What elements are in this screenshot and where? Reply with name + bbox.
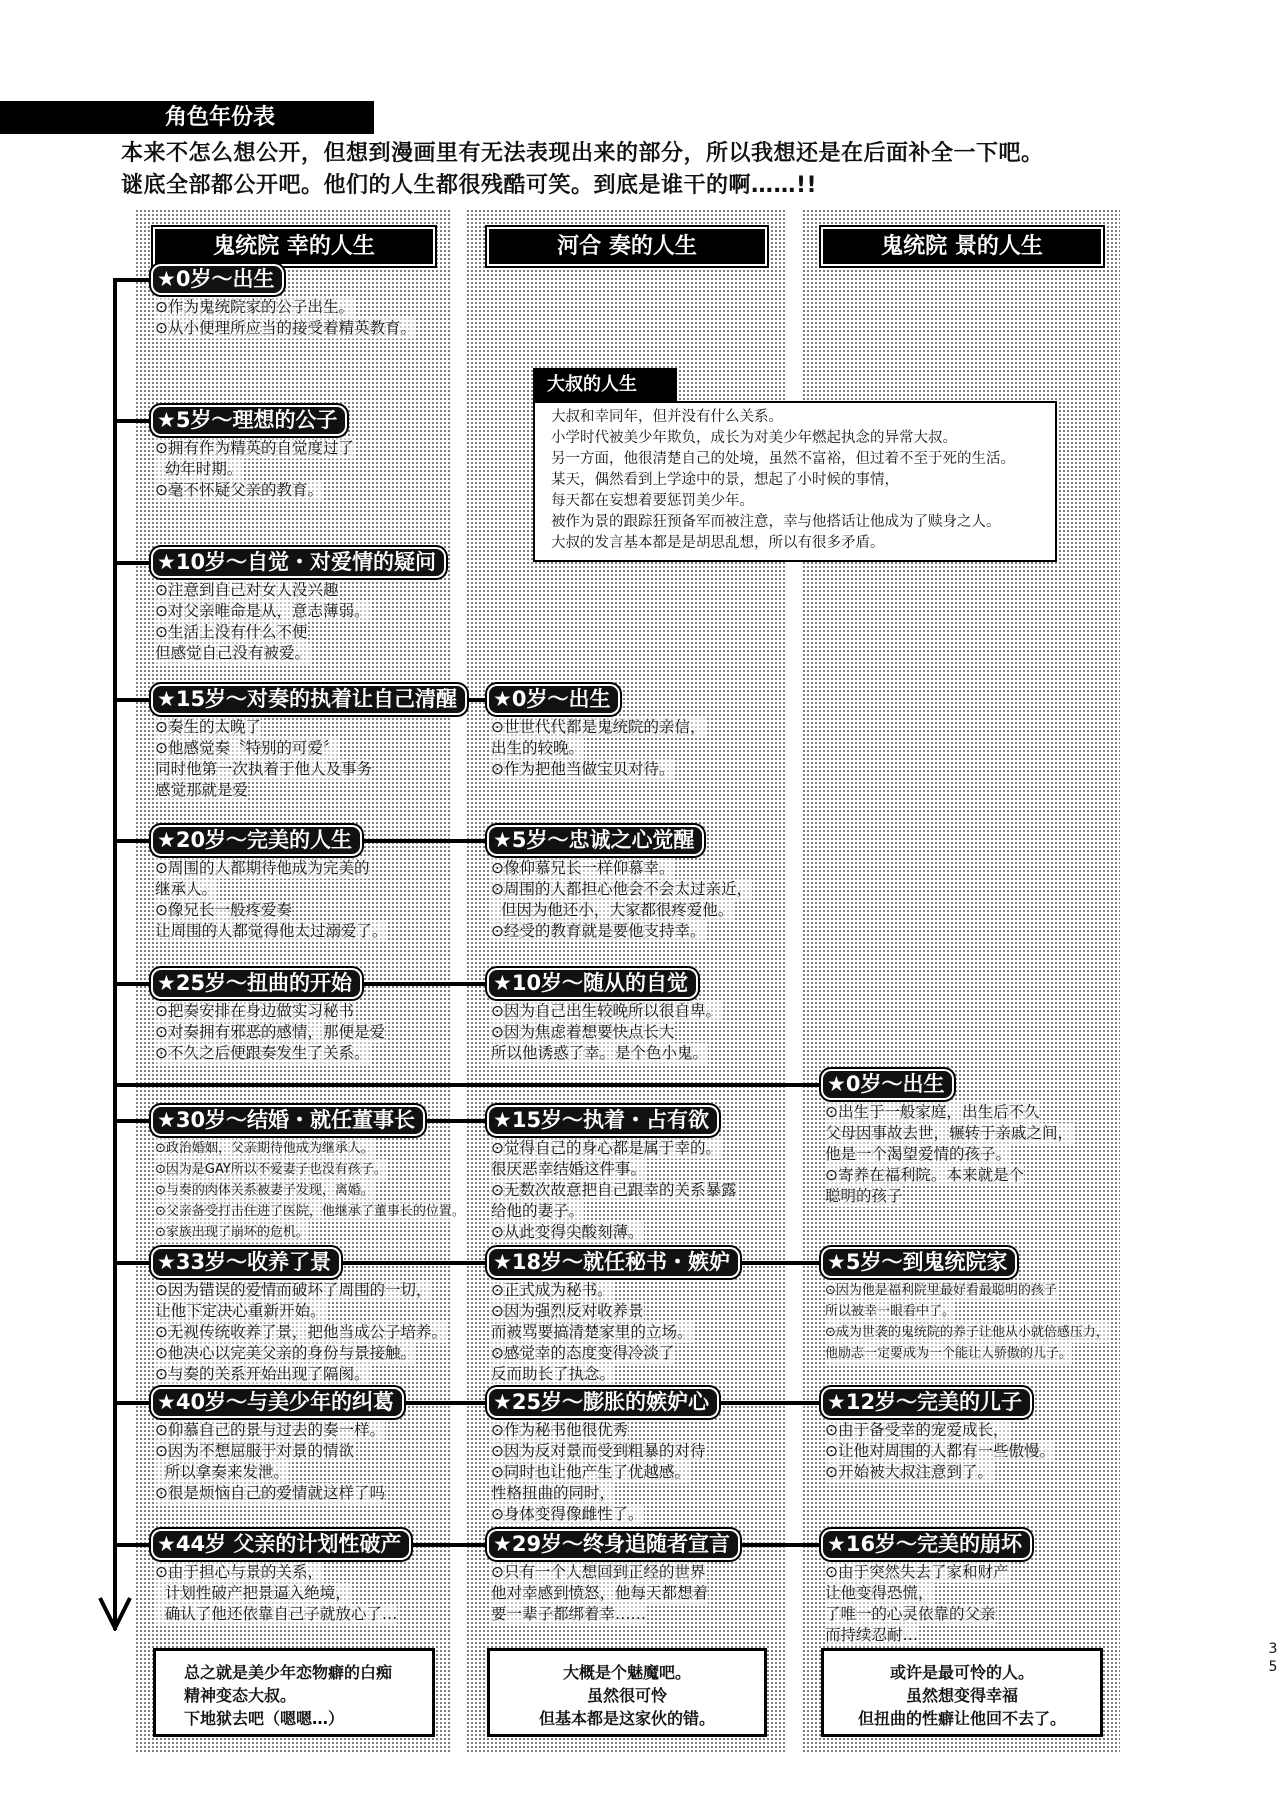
event-line: ⊙身体变得像雌性了。 bbox=[491, 1505, 644, 1523]
event-heading: ★25岁〜膨胀的嫉妒心 bbox=[489, 1389, 717, 1416]
event-line: ⊙因为自己出生较晚所以很自卑。 bbox=[491, 1002, 721, 1020]
event-line: 而被骂要搞清楚家里的立场。 bbox=[491, 1323, 693, 1341]
event-line: ⊙让他对周围的人都有一些傲慢。 bbox=[825, 1442, 1055, 1460]
event-line: ⊙由于突然失去了家和财产 bbox=[825, 1563, 1009, 1581]
event-line: ⊙很是烦恼自己的爱情就这样了吗 bbox=[155, 1484, 385, 1502]
summary-line: 虽然想变得幸福 bbox=[905, 1686, 1018, 1705]
ojisan-line: 大叔和幸同年，但并没有什么关系。 bbox=[551, 409, 783, 425]
timeline-line bbox=[113, 278, 117, 1630]
event-line: 所以被幸一眼看中了。 bbox=[825, 1301, 955, 1322]
summary-box-kou bbox=[153, 1648, 435, 1737]
summary-box-kanade bbox=[487, 1648, 767, 1737]
column-header-kou: 鬼统院 幸的人生 bbox=[153, 227, 435, 266]
event-line: 了唯一的心灵依靠的父亲 bbox=[825, 1605, 996, 1623]
event-line: ⊙家族出现了崩坏的危机。 bbox=[155, 1222, 309, 1243]
event-heading: ★33岁〜收养了景 bbox=[153, 1249, 339, 1276]
event-line: 继承人。 bbox=[155, 880, 218, 898]
event-heading: ★0岁〜出生 bbox=[153, 266, 282, 293]
event-line: ⊙觉得自己的身心都是属于幸的。 bbox=[491, 1139, 721, 1157]
event-details bbox=[155, 858, 388, 942]
event-line: ⊙作为鬼统院家的公子出生。 bbox=[155, 298, 354, 316]
event-details bbox=[155, 1280, 447, 1385]
event-heading: ★20岁〜完美的人生 bbox=[153, 827, 360, 854]
column-header-kei: 鬼统院 景的人生 bbox=[821, 227, 1103, 266]
summary-line: 总之就是美少年恋物癖的白痴 bbox=[184, 1663, 393, 1682]
event-line: 让周围的人都觉得他太过溺爱了。 bbox=[155, 922, 388, 940]
event-details bbox=[155, 297, 416, 339]
event-line: ⊙因为是GAY所以不爱妻子也没有孩子。 bbox=[155, 1159, 387, 1180]
event-heading: ★18岁〜就任秘书・嫉妒 bbox=[489, 1249, 738, 1276]
event-details bbox=[491, 858, 752, 942]
event-details bbox=[491, 1420, 706, 1525]
event-line: ⊙只有一个人想回到正经的世界 bbox=[491, 1563, 706, 1581]
summary-line: 下地狱去吧（嗯嗯…） bbox=[184, 1709, 345, 1728]
event-line: ⊙无视传统收养了景，把他当成公子培养。 bbox=[155, 1323, 447, 1341]
event-line: ⊙开始被大叔注意到了。 bbox=[825, 1463, 993, 1481]
event-details bbox=[155, 438, 354, 501]
event-details bbox=[825, 1420, 1055, 1483]
event-line: ⊙从此变得尖酸刻薄。 bbox=[491, 1223, 644, 1241]
summary-line: 但基本都是这家伙的错。 bbox=[538, 1709, 715, 1728]
event-line: 出生的较晚。 bbox=[491, 739, 585, 757]
event-heading: ★40岁〜与美少年的纠葛 bbox=[153, 1389, 402, 1416]
event-line: ⊙因为错误的爱情而破坏了周围的一切， bbox=[155, 1281, 432, 1299]
event-heading: ★44岁 父亲的计划性破产 bbox=[153, 1531, 409, 1558]
ojisan-box bbox=[533, 401, 1057, 562]
event-line: ⊙他感觉奏〝特别的可爱〞 bbox=[155, 739, 339, 757]
event-line: ⊙像兄长一般疼爱奏 bbox=[155, 901, 292, 919]
event-line: ⊙由于担心与景的关系， bbox=[155, 1563, 323, 1581]
event-line: ⊙对父亲唯命是从，意志薄弱。 bbox=[155, 602, 370, 620]
event-details bbox=[825, 1562, 1009, 1646]
event-line: ⊙因为反对景而受到粗暴的对待 bbox=[491, 1442, 706, 1460]
event-line: 性格扭曲的同时， bbox=[491, 1484, 616, 1502]
event-line: ⊙周围的人都担心他会不会太过亲近， bbox=[491, 880, 752, 898]
ojisan-line: 某天，偶然看到上学途中的景，想起了小时候的事情， bbox=[551, 472, 899, 488]
connector-line bbox=[115, 1083, 843, 1087]
page-number-digit: 5 bbox=[1268, 1659, 1278, 1675]
event-line: ⊙同时也让他产生了优越感。 bbox=[491, 1463, 690, 1481]
event-details bbox=[155, 580, 370, 664]
event-details bbox=[491, 1138, 737, 1243]
event-line: ⊙父亲备受打击住进了医院，他继承了董事长的位置。 bbox=[155, 1201, 465, 1222]
event-line: 同时他第一次执着于他人及事务 bbox=[155, 760, 373, 778]
event-line: 确认了他还依靠自己子就放心了… bbox=[155, 1605, 398, 1623]
event-details bbox=[491, 1280, 693, 1385]
event-details bbox=[825, 1102, 1073, 1207]
summary-line: 虽然很可怜 bbox=[586, 1686, 667, 1705]
event-details bbox=[155, 1420, 385, 1504]
event-line: 要一辈子都绑着幸…… bbox=[491, 1605, 647, 1623]
event-line: ⊙对奏拥有邪恶的感情，那便是爱 bbox=[155, 1023, 385, 1041]
event-heading: ★29岁〜终身追随者宣言 bbox=[489, 1531, 738, 1558]
event-line: 幼年时期。 bbox=[155, 460, 243, 478]
column-header-kanade: 河合 奏的人生 bbox=[487, 227, 767, 266]
event-line: 给他的妻子。 bbox=[491, 1202, 585, 1220]
event-line: ⊙与奏的关系开始出现了隔阂。 bbox=[155, 1365, 370, 1383]
event-details bbox=[491, 717, 706, 780]
event-line: ⊙像仰慕兄长一样仰慕幸。 bbox=[491, 859, 675, 877]
summary-line: 但扭曲的性癖让他回不去了。 bbox=[857, 1709, 1066, 1728]
event-line: ⊙注意到自己对女人没兴趣 bbox=[155, 581, 339, 599]
ojisan-line: 小学时代被美少年欺负，成长为对美少年燃起执念的异常大叔。 bbox=[551, 430, 957, 446]
timeline-arrow-icon bbox=[97, 1595, 133, 1631]
event-line: ⊙仰慕自己的景与过去的奏一样。 bbox=[155, 1421, 385, 1439]
event-line: ⊙因为强烈反对收养景 bbox=[491, 1302, 644, 1320]
event-line: 他是一个渴望爱情的孩子。 bbox=[825, 1145, 1012, 1163]
event-line: 让他下定决心重新开始。 bbox=[155, 1302, 326, 1320]
event-line: 聪明的孩子 bbox=[825, 1187, 903, 1205]
event-line: ⊙作为秘书他很优秀 bbox=[491, 1421, 628, 1439]
event-line: ⊙寄养在福利院。本来就是个 bbox=[825, 1166, 1024, 1184]
event-line: 计划性破产把景逼入绝境， bbox=[155, 1584, 351, 1602]
event-details bbox=[491, 1562, 708, 1625]
page-number-digit: 3 bbox=[1268, 1641, 1278, 1657]
event-line: ⊙不久之后便跟奏发生了关系。 bbox=[155, 1044, 370, 1062]
event-line: ⊙由于备受幸的宠爱成长， bbox=[825, 1421, 1009, 1439]
event-heading: ★10岁〜自觉・对爱情的疑问 bbox=[153, 549, 444, 576]
summary-line: 或许是最可怜的人。 bbox=[889, 1663, 1034, 1682]
event-details bbox=[825, 1280, 1109, 1364]
summary-line: 大概是个魅魔吧。 bbox=[562, 1663, 691, 1682]
event-line: ⊙感觉幸的态度变得冷淡了 bbox=[491, 1344, 675, 1362]
event-heading: ★12岁〜完美的儿子 bbox=[823, 1389, 1030, 1416]
event-line: ⊙世世代代都是鬼统院的亲信， bbox=[491, 718, 706, 736]
ojisan-label: 大叔的人生 bbox=[533, 368, 677, 401]
event-heading: ★0岁〜出生 bbox=[823, 1071, 952, 1098]
event-heading: ★25岁〜扭曲的开始 bbox=[153, 970, 360, 997]
ojisan-line: 另一方面，他很清楚自己的处境，虽然不富裕，但过着不至于死的生活。 bbox=[551, 451, 1015, 467]
event-line: ⊙毫不怀疑父亲的教育。 bbox=[155, 481, 323, 499]
event-line: ⊙成为世袭的鬼统院的养子让他从小就倍感压力， bbox=[825, 1322, 1109, 1343]
event-heading: ★30岁〜结婚・就任董事长 bbox=[153, 1107, 423, 1134]
event-line: ⊙拥有作为精英的自觉度过了 bbox=[155, 439, 354, 457]
event-heading: ★15岁〜对奏的执着让自己清醒 bbox=[153, 686, 465, 713]
event-line: ⊙作为把他当做宝贝对待。 bbox=[491, 760, 675, 778]
event-line: ⊙把奏安排在身边做实习秘书 bbox=[155, 1002, 354, 1020]
event-line: 而持续忍耐… bbox=[825, 1626, 919, 1644]
event-heading: ★10岁〜随从的自觉 bbox=[489, 970, 696, 997]
event-line: 但感觉自己没有被爱。 bbox=[155, 644, 311, 662]
page-title: 角色年份表 bbox=[0, 101, 374, 134]
event-details bbox=[155, 1562, 397, 1625]
event-line: 他对幸感到愤怒，他每天都想着 bbox=[491, 1584, 709, 1602]
page-number bbox=[1268, 1640, 1278, 1676]
event-heading: ★16岁〜完美的崩坏 bbox=[823, 1531, 1030, 1558]
event-heading: ★5岁〜忠诚之心觉醒 bbox=[489, 827, 702, 854]
event-line: 让他变得恐慌， bbox=[825, 1584, 934, 1602]
event-line: ⊙经受的教育就是要他支持幸。 bbox=[491, 922, 706, 940]
event-line: ⊙周围的人都期待他成为完美的 bbox=[155, 859, 370, 877]
event-line: ⊙正式成为秘书。 bbox=[491, 1281, 613, 1299]
event-details bbox=[155, 1138, 465, 1243]
ojisan-line: 被作为景的跟踪狂预备军而被注意，幸与他搭话让他成为了赎身之人。 bbox=[551, 514, 1001, 530]
intro-line-2: 谜底全部都公开吧。他们的人生都很残酷可笑。到底是谁干的啊……!! bbox=[121, 173, 818, 198]
event-line: 感觉那就是爱 bbox=[155, 781, 249, 799]
event-line: 父母因事故去世，辗转于亲戚之间， bbox=[825, 1124, 1074, 1142]
event-line: ⊙因为他是福利院里最好看最聪明的孩子 bbox=[825, 1280, 1057, 1301]
event-details bbox=[155, 1001, 385, 1064]
event-line: ⊙政治婚姻，父亲期待他成为继承人。 bbox=[155, 1138, 374, 1159]
event-line: ⊙无数次故意把自己跟幸的关系暴露 bbox=[491, 1181, 737, 1199]
event-line: ⊙因为不想屈服于对景的情欲 bbox=[155, 1442, 354, 1460]
event-details bbox=[491, 1001, 721, 1064]
event-line: ⊙生活上没有什么不便 bbox=[155, 623, 308, 641]
event-heading: ★15岁〜执着・占有欲 bbox=[489, 1107, 717, 1134]
event-line: 但因为他还小，大家都很疼爱他。 bbox=[491, 901, 734, 919]
event-heading: ★5岁〜到鬼统院家 bbox=[823, 1249, 1015, 1276]
event-heading: ★0岁〜出生 bbox=[489, 686, 618, 713]
ojisan-line: 大叔的发言基本都是是胡思乱想，所以有很多矛盾。 bbox=[551, 535, 885, 551]
event-line: 所以拿奏来发泄。 bbox=[155, 1463, 289, 1481]
event-line: ⊙他决心以完美父亲的身份与景接触。 bbox=[155, 1344, 416, 1362]
event-line: ⊙因为焦虑着想要快点长大 bbox=[491, 1023, 675, 1041]
event-details bbox=[155, 717, 372, 801]
ojisan-line: 每天都在妄想着要惩罚美少年。 bbox=[551, 493, 754, 509]
summary-box-kei bbox=[821, 1648, 1103, 1737]
intro-line-1: 本来不怎么想公开，但想到漫画里有无法表现出来的部分，所以我想还是在后面补全一下吧。 bbox=[121, 141, 1044, 166]
event-heading: ★5岁〜理想的公子 bbox=[153, 407, 345, 434]
event-line: ⊙奏生的太晚了 bbox=[155, 718, 261, 736]
event-line: 他励志一定要成为一个能让人骄傲的儿子。 bbox=[825, 1343, 1072, 1364]
event-line: ⊙从小便理所应当的接受着精英教育。 bbox=[155, 319, 416, 337]
summary-line: 精神变态大叔。 bbox=[184, 1686, 297, 1705]
event-line: ⊙出生于一般家庭，出生后不久 bbox=[825, 1103, 1040, 1121]
event-line: 反而助长了执念。 bbox=[491, 1365, 616, 1383]
event-line: ⊙与奏的肉体关系被妻子发现，离婚。 bbox=[155, 1180, 374, 1201]
event-line: 很厌恶幸结婚这件事。 bbox=[491, 1160, 647, 1178]
event-line: 所以他诱惑了幸。是个色小鬼。 bbox=[491, 1044, 709, 1062]
